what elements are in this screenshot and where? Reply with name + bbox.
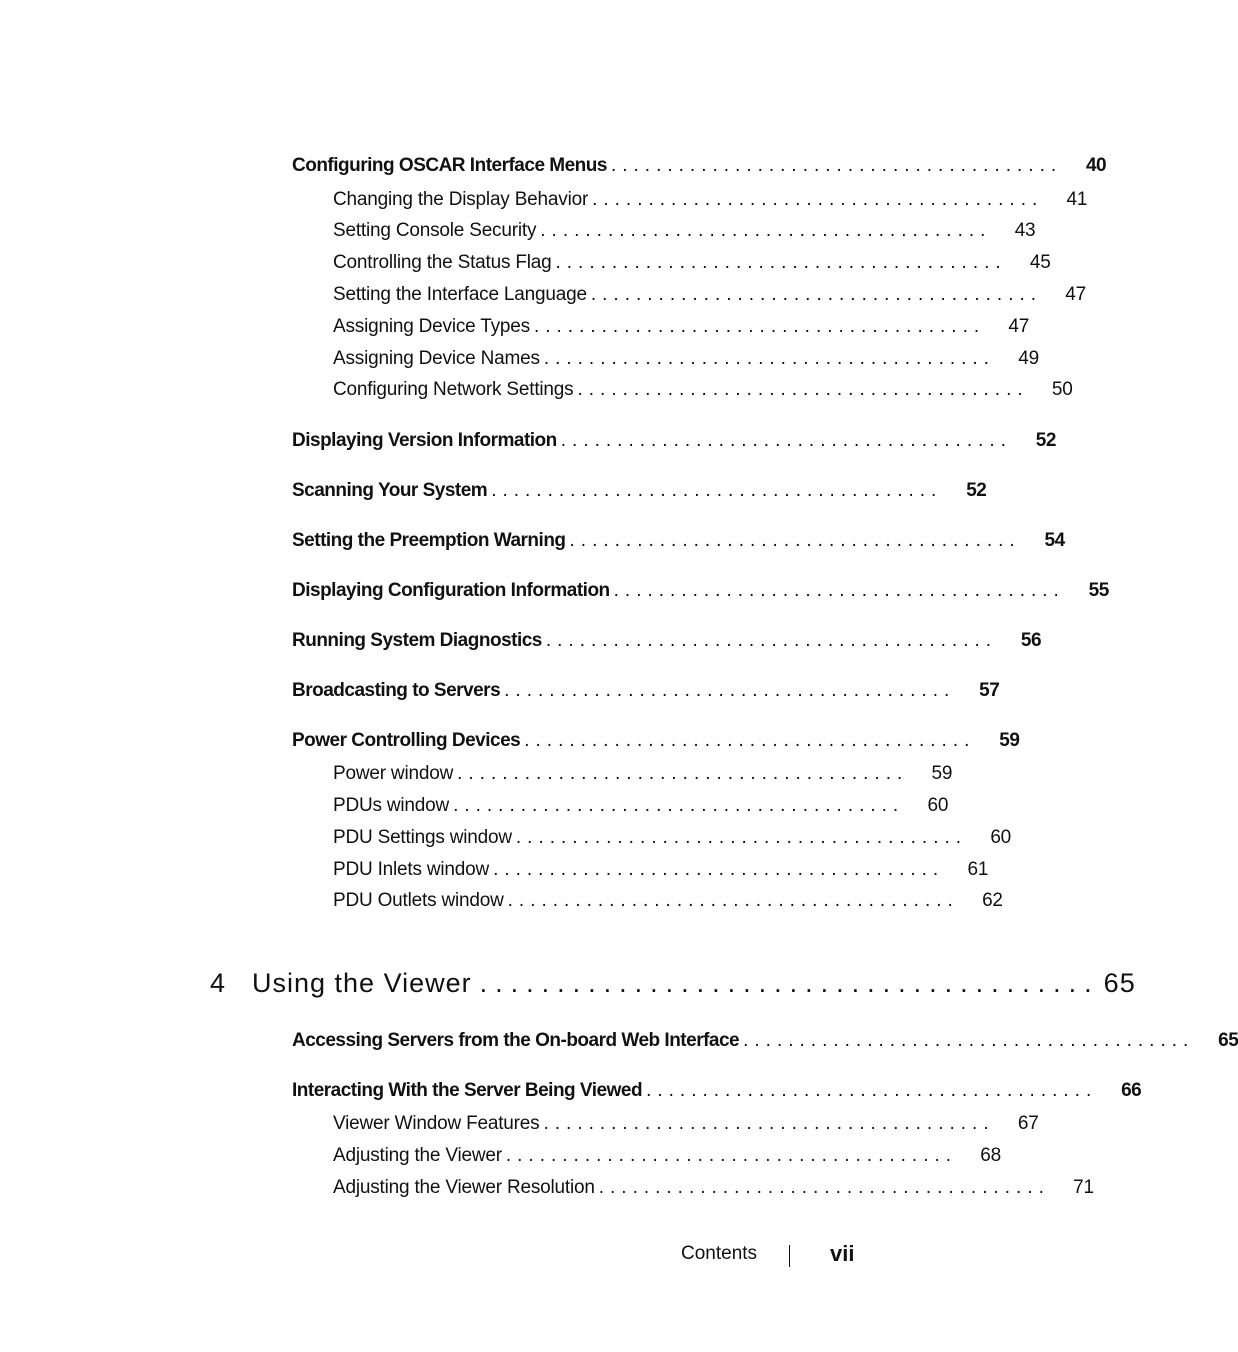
toc-entry-title: Setting the Preemption Warning [292, 530, 566, 551]
toc-entry-page: 52 [1035, 430, 1056, 451]
toc-entry-title: Power window [333, 763, 454, 784]
leader-dots: ........................................ [491, 480, 943, 501]
toc-entry[interactable] [292, 1030, 1238, 1052]
toc-entry-title: Assigning Device Types [333, 316, 530, 337]
toc-entry-title: Accessing Servers from the On-board Web Interface [292, 1030, 740, 1051]
leader-dots: ........................................ [743, 1030, 1195, 1051]
toc-entry-page: 61 [967, 859, 989, 880]
leader-dots: ........................................ [610, 155, 1063, 176]
toc-entry-title: Configuring Network Settings [333, 379, 574, 400]
toc-entry-page: 60 [927, 795, 949, 816]
toc-entry-page: 67 [1017, 1113, 1039, 1134]
leader-dots: ........................................ [515, 827, 968, 848]
toc-entry[interactable] [333, 379, 1073, 401]
leader-dots: ........................................ [613, 580, 1065, 601]
leader-dots: ........................................ [646, 1080, 1098, 1101]
leader-dots: ........................................ [545, 630, 998, 651]
toc-entry[interactable] [292, 680, 1000, 702]
toc-entry-page: 54 [1044, 530, 1065, 551]
toc-entry[interactable] [292, 580, 1109, 602]
toc-entry-title: Setting the Interface Language [333, 284, 587, 305]
footer-label: Contents [681, 1243, 758, 1264]
leader-dots: ........................................ [569, 530, 1021, 551]
toc-entry[interactable] [292, 530, 1065, 552]
toc-entry[interactable] [333, 795, 949, 817]
toc-entry-title: Interacting With the Server Being Viewed [292, 1080, 643, 1101]
toc-entry[interactable] [292, 430, 1056, 452]
toc-entry[interactable] [333, 1113, 1039, 1135]
toc-entry-page: 66 [1121, 1080, 1142, 1101]
toc-entry-page: 59 [999, 730, 1020, 751]
toc-entry-page: 55 [1088, 580, 1109, 601]
toc-entry-page: 60 [990, 827, 1012, 848]
leader-dots: ........................................ [453, 795, 905, 816]
toc-entry[interactable] [333, 316, 1030, 338]
leader-dots: ........................................ [577, 379, 1029, 400]
toc-entry-title: PDU Settings window [333, 827, 512, 848]
toc-entry[interactable] [333, 827, 1012, 849]
leader-dots: ........................................ [543, 348, 995, 369]
toc-entry-page: 68 [980, 1145, 1002, 1166]
toc-entry-title: Adjusting the Viewer [333, 1145, 502, 1166]
toc-entry-page: 47 [1065, 284, 1087, 305]
toc-entry[interactable] [292, 155, 1107, 177]
leader-dots: ........................................ [524, 730, 976, 751]
leader-dots: ........................................ [590, 284, 1043, 305]
toc-entry-page: 43 [1014, 220, 1036, 241]
toc-entry-title: Assigning Device Names [333, 348, 540, 369]
toc-entry-page: 47 [1008, 316, 1030, 337]
toc-entry-title: PDU Inlets window [333, 859, 490, 880]
toc-entry-title: Controlling the Status Flag [333, 252, 552, 273]
toc-entry-page: 40 [1085, 155, 1107, 176]
toc-entry-title: Power Controlling Devices [292, 730, 521, 751]
leader-dots: ........................................ [479, 968, 1100, 998]
leader-dots: ........................................ [504, 680, 956, 701]
footer-page-number: vii [830, 1241, 855, 1266]
toc-entry-page: 71 [1073, 1177, 1094, 1198]
chapter-title: Using the Viewer [252, 968, 472, 998]
toc-entry[interactable] [333, 859, 989, 881]
toc-entry-title: Changing the Display Behavior [333, 189, 589, 210]
toc-entry-page: 59 [931, 763, 953, 784]
toc-entry[interactable] [333, 763, 953, 785]
toc-entry[interactable] [333, 890, 1003, 912]
leader-dots: ........................................ [560, 430, 1012, 451]
leader-dots: ........................................ [507, 890, 959, 911]
toc-entry-page: 49 [1018, 348, 1039, 369]
toc-entry[interactable] [333, 1177, 1094, 1199]
leader-dots: ........................................ [598, 1177, 1050, 1198]
toc-entry-page: 45 [1029, 252, 1051, 273]
toc-entry-title: PDUs window [333, 795, 450, 816]
toc-entry[interactable] [333, 252, 1051, 274]
footer-divider [789, 1245, 790, 1267]
toc-entry-page: 50 [1051, 379, 1073, 400]
toc-entry[interactable] [292, 1080, 1142, 1102]
toc-entry[interactable] [333, 348, 1039, 370]
toc-entry[interactable] [292, 630, 1042, 652]
leader-dots: ........................................ [493, 859, 945, 880]
leader-dots: ........................................ [505, 1145, 958, 1166]
toc-entry-title: Setting Console Security [333, 220, 537, 241]
toc-entry-page: 65 [1218, 1030, 1238, 1051]
toc-entry-title: Broadcasting to Servers [292, 680, 501, 701]
toc-entry-title: Viewer Window Features [333, 1113, 540, 1134]
toc-entry[interactable] [333, 189, 1088, 211]
toc-entry-title: Adjusting the Viewer Resolution [333, 1177, 595, 1198]
chapter-page: 65 [1103, 968, 1136, 998]
toc-entry-page: 41 [1066, 189, 1088, 210]
leader-dots: ........................................ [592, 189, 1044, 210]
toc-entry[interactable] [333, 220, 1036, 242]
toc-entry-title: Scanning Your System [292, 480, 488, 501]
toc-entry[interactable] [333, 1145, 1002, 1167]
toc-entry-title: Displaying Configuration Information [292, 580, 610, 601]
toc-entry-title: Displaying Version Information [292, 430, 557, 451]
leader-dots: ........................................ [457, 763, 909, 784]
leader-dots: ........................................ [543, 1113, 995, 1134]
leader-dots: ........................................ [540, 220, 992, 241]
toc-entry-page: 57 [979, 680, 1000, 701]
toc-entry-page: 56 [1020, 630, 1042, 651]
leader-dots: ........................................ [555, 252, 1007, 273]
chapter-number: 4 [210, 968, 227, 998]
leader-dots: ........................................ [533, 316, 986, 337]
toc-entry-title: Configuring OSCAR Interface Menus [292, 155, 607, 176]
toc-entry[interactable] [333, 284, 1087, 306]
toc-entry[interactable] [292, 730, 1020, 752]
toc-entry[interactable] [292, 480, 987, 502]
chapter-heading[interactable] [210, 968, 1136, 999]
toc-entry-title: Running System Diagnostics [292, 630, 542, 651]
toc-entry-title: PDU Outlets window [333, 890, 504, 911]
toc-entry-page: 62 [982, 890, 1003, 911]
toc-entry-page: 52 [966, 480, 987, 501]
